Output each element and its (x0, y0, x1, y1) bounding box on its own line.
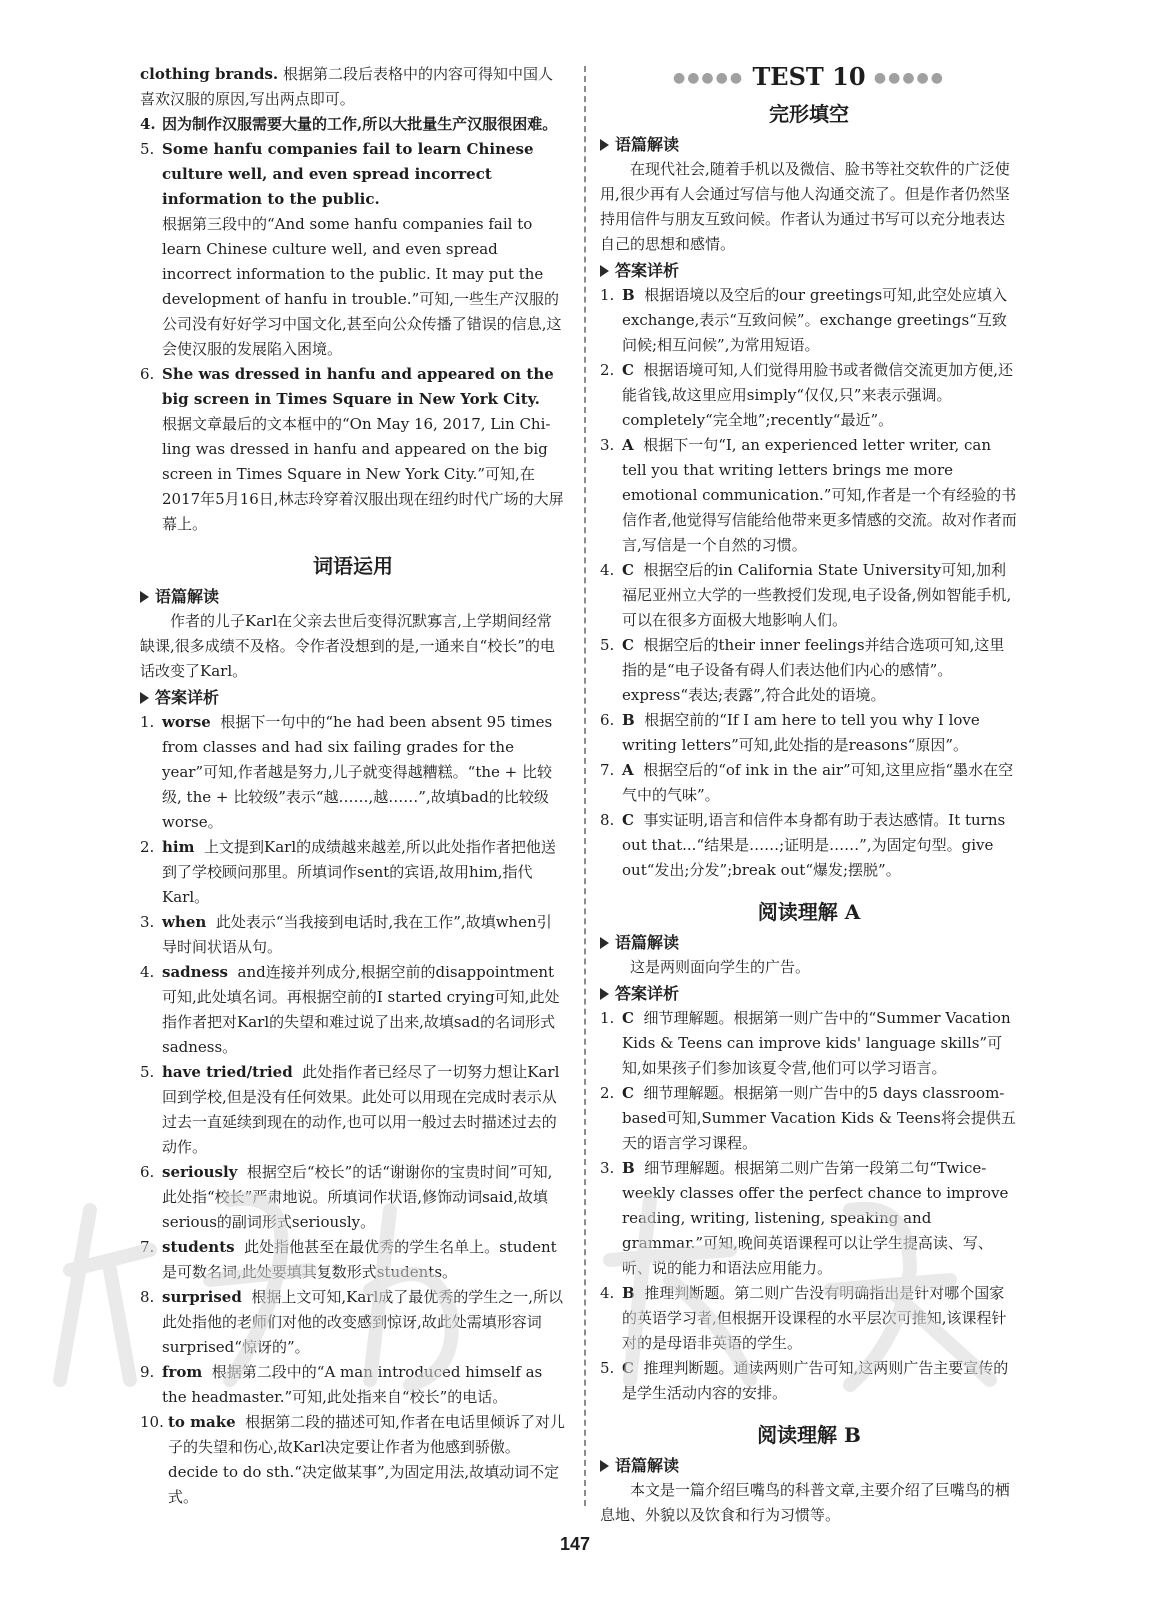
explanation-text: 此处表示“当我接到电话时,我在工作”,故填when引导时间状语从句。 (162, 913, 552, 956)
explanation-text: 根据空后的their inner feelings并结合选项可知,这里指的是“电子设备有碍人们表达他们内心的感情”。express“表达;表露”,符合此处的语境。 (622, 636, 1005, 704)
answer-item (140, 1160, 566, 1235)
explanation-text: 根据文章最后的文本框中的“On May 16, 2017, Lin Chi-ling was dressed in hanfu and appeared on the big screen in Times Square in New York City.”可知,在2017年5月16日,林志玲穿着汉服出现在纽约时代广场的大屏幕上。 (162, 415, 564, 533)
answer-item (600, 808, 1018, 883)
answer-item (600, 358, 1018, 433)
explanation-text: 细节理解题。根据第一则广告中的5 days classroom-based可知,Summer Vacation Kids & Teens将会提供五天的语言学习课程。 (622, 1084, 1016, 1152)
answer-item (600, 633, 1018, 708)
answer-item (140, 1410, 566, 1510)
arrow-icon (600, 1460, 609, 1472)
answer-item (600, 1356, 1018, 1406)
answer-key: B (622, 711, 635, 729)
test-heading (600, 62, 1018, 93)
test-title: TEST 10 (752, 62, 866, 91)
explanation-text: 根据第二段的描述可知,作者在电话里倾诉了对儿子的失望和伤心,故Karl决定要让作者为他感到骄傲。decide to do sth.“决定做某事”,为固定用法,故填动词不定式。 (168, 1413, 566, 1506)
answer-item (140, 1360, 566, 1410)
explanation-text: 根据语境可知,人们觉得用脸书或者微信交流更加方便,还能省钱,故这里应用simply“仅仅,只”来表示强调。completely“完全地”;recently“最近”。 (622, 361, 1014, 429)
answer-key: seriously (162, 1163, 238, 1181)
item-number: 5. (600, 1359, 615, 1377)
item-number: 3. (600, 1159, 615, 1177)
answer-key: sadness (162, 963, 228, 981)
answer-item (140, 710, 566, 835)
answer-item (600, 1006, 1018, 1081)
item-number: 6. (600, 711, 615, 729)
answer-key: C (622, 811, 634, 829)
section-title-reading-b: 阅读理解 B (757, 1423, 861, 1447)
item-number: 1. (600, 286, 615, 304)
explanation-text: 根据第二段中的“A man introduced himself as the headmaster.”可知,此处指来自“校长”的电话。 (162, 1363, 543, 1406)
answer-key: students (162, 1238, 235, 1256)
answer-key: to make (168, 1413, 236, 1431)
subheading-answers (140, 686, 566, 710)
answer-key: when (162, 913, 207, 931)
subheading-answers (600, 982, 1018, 1006)
answer-key: B (622, 286, 635, 304)
answer-text: She was dressed in hanfu and appeared on the big screen in Times Square in New York City. (162, 365, 554, 408)
answer-key: C (622, 361, 634, 379)
answer-text: 因为制作汉服需要大量的工作,所以大批量生产汉服很困难。 (162, 115, 558, 133)
explanation-text: 推理判断题。第二则广告没有明确指出是针对哪个国家的英语学习者,但根据开设课程的水平层次可推知,该课程针对的是母语非英语的学生。 (622, 1284, 1007, 1352)
answer-key: C (622, 1009, 634, 1027)
subheading-reading (600, 133, 1018, 157)
item-number: 1. (140, 713, 155, 731)
answer-key: have tried/tried (162, 1063, 293, 1081)
answer-item (600, 433, 1018, 558)
explanation-text: 推理判断题。通读两则广告可知,这两则广告主要宣传的是学生活动内容的安排。 (622, 1359, 1009, 1402)
arrow-icon (600, 937, 609, 949)
item-number: 10. (140, 1413, 164, 1431)
intro-paragraph (140, 62, 566, 112)
subheading-answers (600, 259, 1018, 283)
explanation-text: 根据第三段中的“And some hanfu companies fail to learn Chinese culture well, and even spread incorrect information to the public. It may put the development of hanfu in trouble.”可知,一些生产汉服的公司没有好好学习中国文化,甚至向公众传播了错误的信息,这会使汉服的发展陷入困境。 (162, 215, 562, 358)
item-number: 2. (600, 1084, 615, 1102)
subheading-label: 语篇解读 (615, 135, 680, 154)
answer-item (600, 283, 1018, 358)
answer-key: B (622, 1284, 635, 1302)
item-number: 4. (140, 963, 155, 981)
item-number: 5. (600, 636, 615, 654)
dots-decoration: ●●●●● (672, 70, 745, 86)
explanation-text: 细节理解题。根据第二则广告第一段第二句“Twice-weekly classes offer the perfect chance to improve reading, writing, listening, speaking and grammar.”可知,晚间英语课程可以让学生提高读、写、听、说的能力和语法应用能力。 (622, 1159, 1009, 1277)
answer-item (140, 1285, 566, 1360)
item-number: 3. (600, 436, 615, 454)
arrow-icon (600, 988, 609, 1000)
answer-item (140, 1235, 566, 1285)
explanation-text: 根据空后的“of ink in the air”可知,这里应指“墨水在空气中的气味”。 (622, 761, 1014, 804)
explanation-text: 根据下一句“I, an experienced letter writer, can tell you that writing letters brings me more emotional communication.”可知,作者是一个有经验的书信作者,他觉得写信能给他带来更多情感的交流。故对作者而言,写信是一个自然的习惯。 (622, 436, 1017, 554)
item-number: 7. (140, 1238, 155, 1256)
reading-summary: 本文是一篇介绍巨嘴鸟的科普文章,主要介绍了巨嘴鸟的栖息地、外貌以及饮食和行为习惯等。 (600, 1481, 1010, 1524)
answer-key: worse (162, 713, 211, 731)
arrow-icon (600, 139, 609, 151)
section-title-reading-a: 阅读理解 A (757, 900, 861, 924)
explanation-text: 根据上文可知,Karl成了最优秀的学生之一,所以此处指他的老师们对他的改变感到惊讶,故此处需填形容词surprised“惊讶的”。 (162, 1288, 564, 1356)
explanation-text: 根据第二段后表格中的内容可得知中国人喜欢汉服的原因,写出两点即可。 (140, 65, 553, 108)
answer-item (600, 1281, 1018, 1356)
answer-text: Some hanfu companies fail to learn Chinese culture well, and even spread incorrect information to the public. (162, 140, 534, 208)
item-6 (140, 362, 566, 537)
item-number: 6. (140, 365, 155, 383)
arrow-icon (600, 265, 609, 277)
answer-text: clothing brands. (140, 65, 279, 83)
dots-decoration: ●●●●● (873, 70, 945, 86)
answer-key: him (162, 838, 195, 856)
explanation-text: 根据语境以及空后的our greetings可知,此空处应填入exchange,表示“互致问候”。exchange greetings“互致问候;相互问候”,为常用短语。 (622, 286, 1007, 354)
item-number: 1. (600, 1009, 615, 1027)
answer-key: from (162, 1363, 203, 1381)
subheading-reading (600, 1454, 1018, 1478)
explanation-text: 细节理解题。根据第一则广告中的“Summer Vacation Kids & Teens can improve kids' language skills”可知,如果孩子们参加该夏令营,他们可以学习语言。 (622, 1009, 1011, 1077)
answer-key: C (622, 561, 634, 579)
reading-summary: 作者的儿子Karl在父亲去世后变得沉默寡言,上学期间经常缺课,很多成绩不及格。令作者没想到的是,一通来自“校长”的电话改变了Karl。 (140, 612, 555, 680)
explanation-text: 根据空后“校长”的话“谢谢你的宝贵时间”可知,此处指“校长”严肃地说。所填词作状语,修饰动词said,故填serious的副词形式seriously。 (162, 1163, 553, 1231)
explanation-text: 事实证明,语言和信件本身都有助于表达感情。It turns out that...“结果是……;证明是……”,为固定句型。give out“发出;分发”;break out“爆发;摆脱”。 (622, 811, 1006, 879)
item-number: 2. (600, 361, 615, 379)
item-number: 5. (140, 1063, 155, 1081)
item-number: 7. (600, 761, 615, 779)
item-number: 9. (140, 1363, 155, 1381)
answer-key: C (622, 1084, 634, 1102)
answer-item (600, 708, 1018, 758)
page-number: 147 (559, 1534, 591, 1554)
subheading-label: 语篇解读 (615, 933, 680, 952)
item-number: 2. (140, 838, 155, 856)
arrow-icon (140, 692, 149, 704)
explanation-text: 根据空前的“If I am here to tell you why I love writing letters”可知,此处指的是reasons“原因”。 (622, 711, 980, 754)
subheading-label: 答案详析 (615, 984, 680, 1003)
subheading-label: 语篇解读 (155, 587, 220, 606)
explanation-text: and连接并列成分,根据空前的disappointment可知,此处填名词。再根据空前的I started crying可知,此处指作者把对Karl的失望和难过说了出来,故填sad的名词形式sadness。 (162, 963, 560, 1056)
section-title-word-usage: 词语运用 (313, 554, 393, 578)
answer-item (140, 910, 566, 960)
subheading-reading (600, 931, 1018, 955)
subheading-label: 语篇解读 (615, 1456, 680, 1475)
item-number: 4. (140, 115, 156, 133)
subheading-label: 答案详析 (615, 261, 680, 280)
column-divider (584, 66, 586, 1506)
item-number: 3. (140, 913, 155, 931)
answer-item (600, 1081, 1018, 1156)
subheading-reading (140, 585, 566, 609)
item-4 (140, 112, 566, 137)
item-number: 6. (140, 1163, 155, 1181)
item-5 (140, 137, 566, 362)
explanation-text: 根据空后的in California State University可知,加利福尼亚州立大学的一些教授们发现,电子设备,例如智能手机,可以在很多方面极大地影响人们。 (622, 561, 1012, 629)
right-column (600, 62, 1018, 1528)
explanation-text: 根据下一句中的“he had been absent 95 times from classes and had six failing grades for the year”可知,作者越是努力,儿子就变得越糟糕。“the + 比较级, the + 比较级”表示“越……,越……”,故填bad的比较级worse。 (162, 713, 553, 831)
answer-item (600, 558, 1018, 633)
answer-key: C (622, 1359, 634, 1377)
reading-summary: 这是两则面向学生的广告。 (630, 958, 811, 976)
answer-item (600, 1156, 1018, 1281)
item-number: 4. (600, 1284, 615, 1302)
section-title-cloze: 完形填空 (769, 102, 849, 126)
explanation-text: 此处指作者已经尽了一切努力想让Karl回到学校,但是没有任何效果。此处可以用现在完成时表示从过去一直延续到现在的动作,也可以用一般过去时描述过去的动作。 (162, 1063, 560, 1156)
answer-item (600, 758, 1018, 808)
answer-key: A (622, 436, 634, 454)
item-number: 8. (600, 811, 615, 829)
item-number: 4. (600, 561, 615, 579)
answer-item (140, 1060, 566, 1160)
reading-summary: 在现代社会,随着手机以及微信、脸书等社交软件的广泛使用,很少再有人会通过写信与他人沟通交流了。但是作者仍然坚持用信件与朋友互致问候。作者认为通过书写可以充分地表达自己的思想和感情。 (600, 160, 1010, 253)
answer-key: B (622, 1159, 635, 1177)
left-column (140, 62, 566, 1510)
answer-key: surprised (162, 1288, 242, 1306)
answer-key: A (622, 761, 634, 779)
answer-item (140, 835, 566, 910)
explanation-text: 上文提到Karl的成绩越来越差,所以此处指作者把他送到了学校顾问那里。所填词作sent的宾语,故用him,指代Karl。 (162, 838, 556, 906)
subheading-label: 答案详析 (155, 688, 220, 707)
arrow-icon (140, 591, 149, 603)
explanation-text: 此处指他甚至在最优秀的学生名单上。student是可数名词,此处要填其复数形式students。 (162, 1238, 557, 1281)
item-number: 8. (140, 1288, 155, 1306)
answer-key: C (622, 636, 634, 654)
item-number: 5. (140, 140, 155, 158)
answer-item (140, 960, 566, 1060)
